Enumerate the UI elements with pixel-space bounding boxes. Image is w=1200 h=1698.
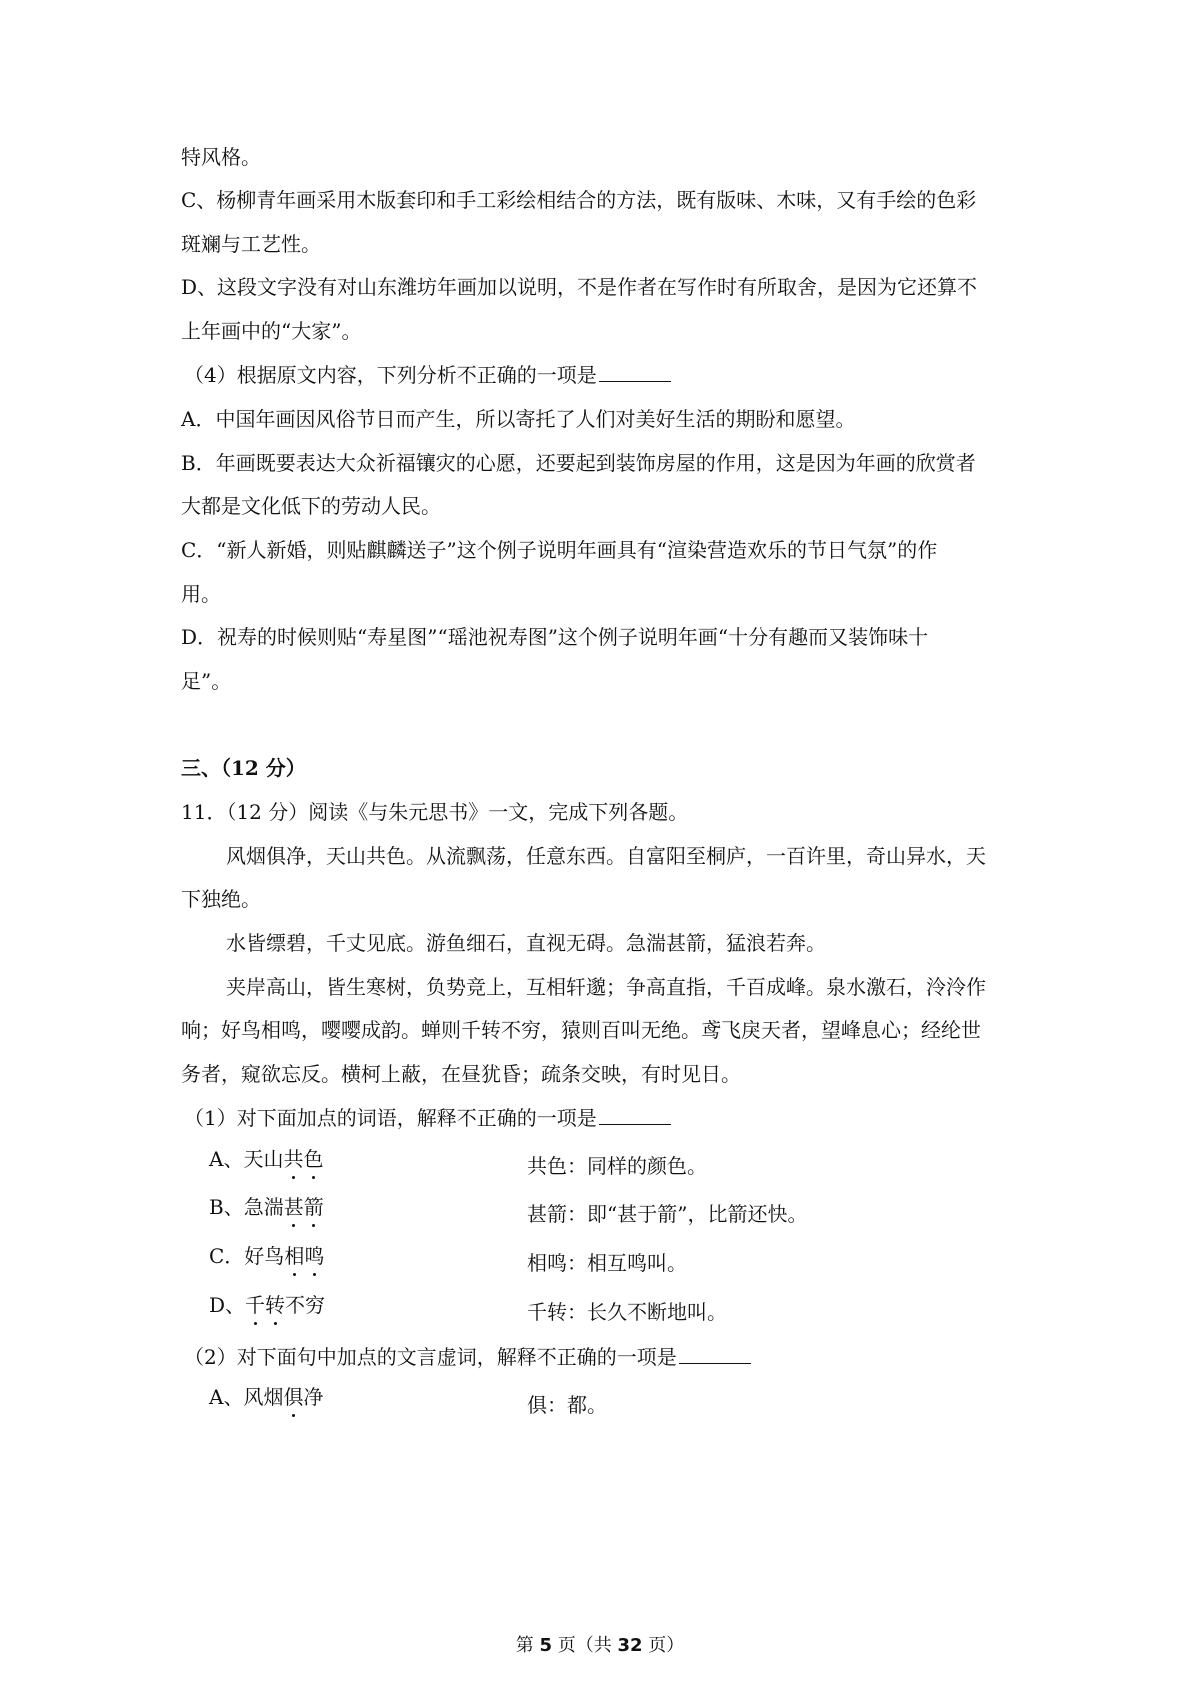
answer-blank[interactable]: [599, 380, 671, 382]
option-explanation: 俱：都。: [527, 1393, 607, 1417]
q4-option-c-line2: 用。: [181, 582, 221, 606]
q11-stem: 11．（12 分）阅读《与朱元思书》一文，完成下列各题。: [181, 800, 689, 824]
option-word: A、风烟俱净: [209, 1385, 324, 1409]
option-word: A、天山共色: [209, 1147, 324, 1171]
page-number: 5: [539, 1635, 552, 1656]
option-c-line2: 斑斓与工艺性。: [181, 232, 321, 256]
passage-p3-line3: 务者，窥欲忘反。横柯上蔽，在昼犹昏；疏条交映，有时见日。: [181, 1062, 741, 1086]
q4-option-a: A．中国年画因风俗节日而产生，所以寄托了人们对美好生活的期盼和愿望。: [181, 407, 856, 431]
answer-blank[interactable]: [679, 1362, 751, 1364]
passage-p1-line2: 下独绝。: [181, 887, 261, 911]
option-c-line1: C、杨柳青年画采用木版套印和手工彩绘相结合的方法，既有版味、木味，又有手绘的色彩: [181, 188, 977, 212]
option-explanation: 相鸣：相互鸣叫。: [527, 1251, 687, 1275]
q4-stem: （4）根据原文内容，下列分析不正确的一项是: [184, 361, 671, 389]
continuation-line: 特风格。: [181, 145, 261, 169]
passage-p1-line1: 风烟俱净，天山共色。从流飘荡，任意东西。自富阳至桐庐，一百许里，奇山异水，天: [226, 844, 986, 868]
q4-option-d-line2: 足”。: [181, 669, 232, 693]
q4-option-d-line1: D．祝寿的时候则贴“寿星图”“瑶池祝寿图”这个例子说明年画“十分有趣而又装饰味十: [181, 625, 929, 649]
option-word: B、急湍甚箭: [209, 1195, 324, 1219]
sub1-stem: （1）对下面加点的词语，解释不正确的一项是: [184, 1104, 671, 1132]
option-explanation: 甚箭：即“甚于箭”，比箭还快。: [527, 1202, 808, 1226]
option-word: D、千转不穷: [209, 1293, 326, 1317]
passage-p3-line1: 夹岸高山，皆生寒树，负势竞上，互相轩邈；争高直指，千百成峰。泉水激石，泠泠作: [226, 975, 986, 999]
option-d-line1: D、这段文字没有对山东潍坊年画加以说明，不是作者在写作时有所取舍，是因为它还算不: [181, 275, 978, 299]
q4-option-c-line1: C．“新人新婚，则贴麒麟送子”这个例子说明年画具有“渲染营造欢乐的节日气氛”的作: [181, 538, 938, 562]
section-heading: 三、（12 分）: [181, 756, 306, 780]
option-d-line2: 上年画中的“大家”。: [181, 319, 362, 343]
option-explanation: 千转：长久不断地叫。: [527, 1300, 727, 1324]
option-explanation: 共色：同样的颜色。: [527, 1154, 707, 1178]
option-word: C．好鸟相鸣: [209, 1244, 325, 1268]
passage-p3-line2: 响；好鸟相鸣，嘤嘤成韵。蝉则千转不穷，猿则百叫无绝。鸢飞戾天者，望峰息心；经纶世: [181, 1018, 981, 1042]
q4-option-b-line2: 大都是文化低下的劳动人民。: [181, 494, 441, 518]
sub2-stem: （2）对下面句中加点的文言虚词，解释不正确的一项是: [184, 1343, 751, 1371]
answer-blank[interactable]: [599, 1123, 671, 1125]
passage-p2: 水皆缥碧，千丈见底。游鱼细石，直视无碍。急湍甚箭，猛浪若奔。: [226, 931, 826, 955]
q4-option-b-line1: B．年画既要表达大众祈福镶灾的心愿，还要起到装饰房屋的作用，这是因为年画的欣赏者: [181, 451, 976, 475]
page-footer: 第 5 页（共 32 页）: [515, 1635, 685, 1656]
page-total: 32: [617, 1635, 643, 1656]
